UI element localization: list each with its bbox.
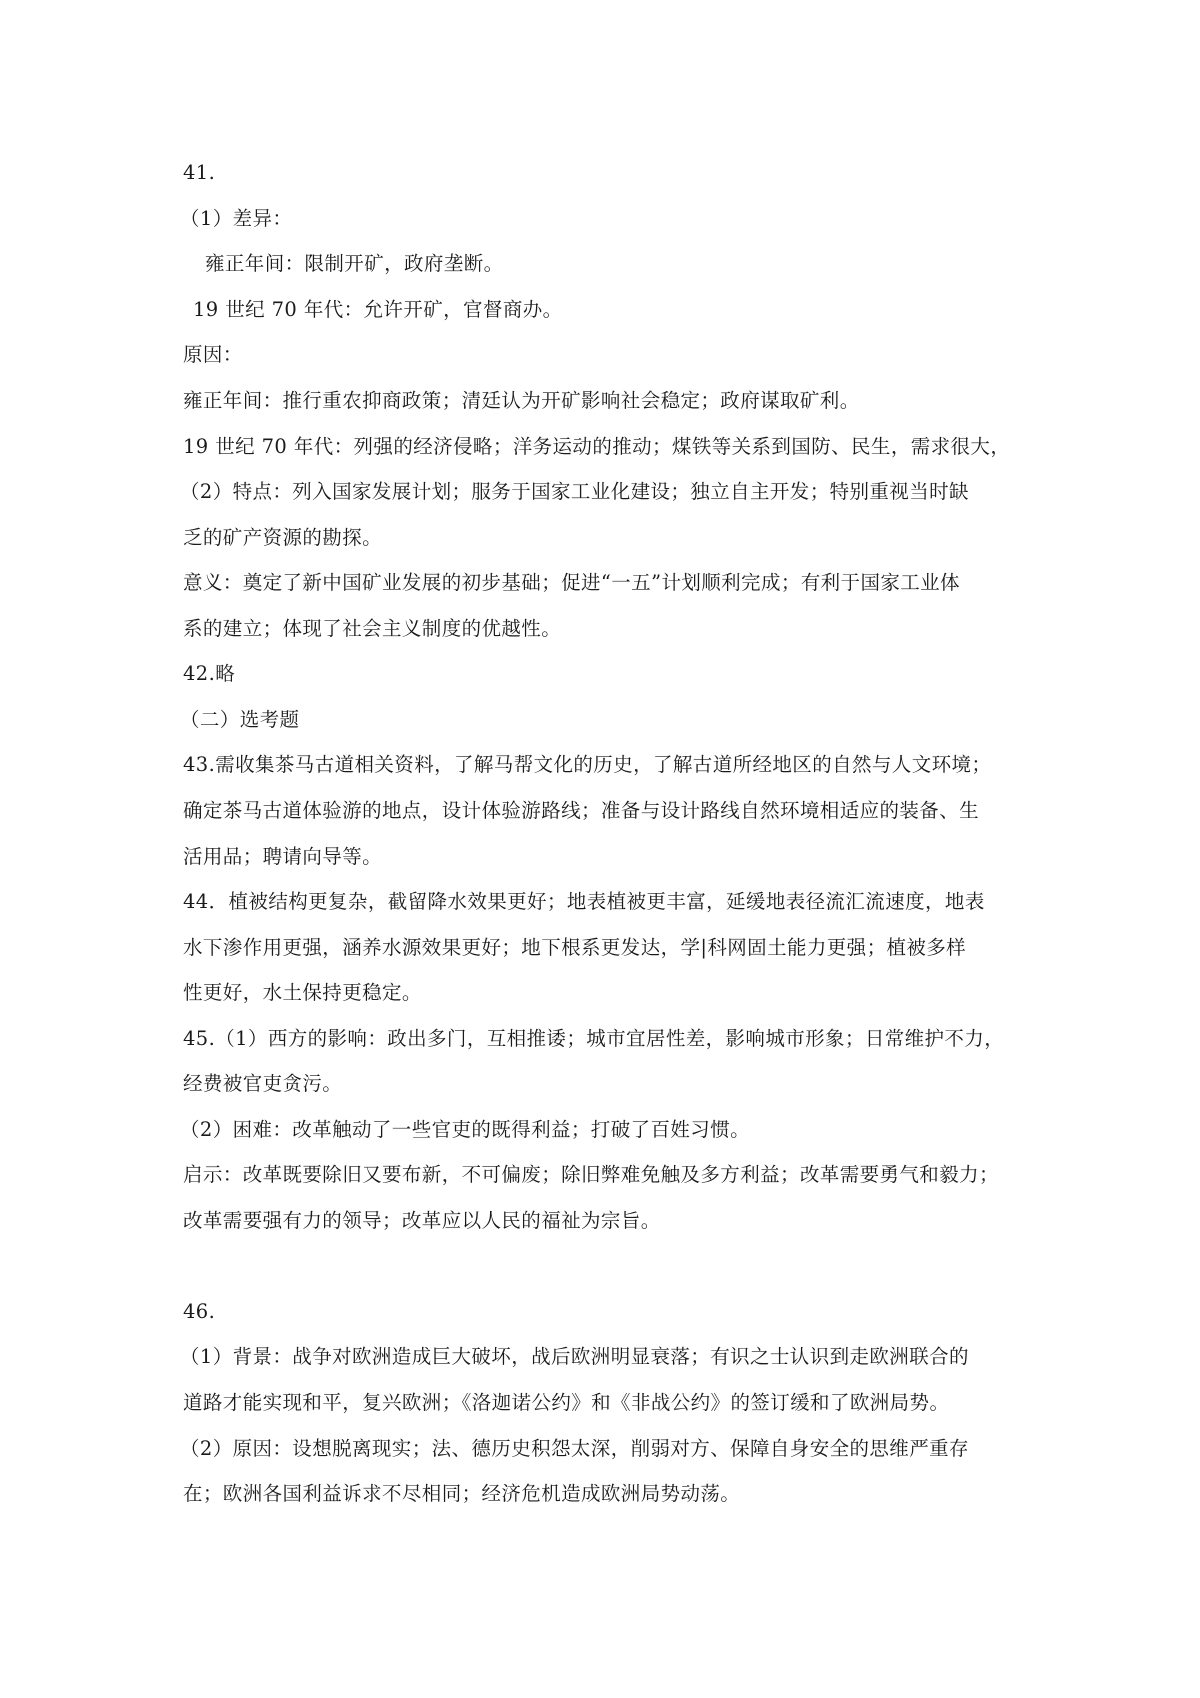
q43-answer-line2: 确定茶马古道体验游的地点，设计体验游路线；准备与设计路线自然环境相适应的装备、生 xyxy=(183,799,980,822)
q42-answer: 42.略 xyxy=(183,662,236,685)
q46-part1-line1: （1）背景：战争对欧洲造成巨大破坏，战后欧洲明显衰落；有识之士认识到走欧洲联合的 xyxy=(180,1345,969,1368)
q46-part1-line2: 道路才能实现和平，复兴欧洲；《洛迦诺公约》和《非战公约》的签订缓和了欧洲局势。 xyxy=(183,1391,950,1414)
q46-part2-line1: （2）原因：设想脱离现实；法、德历史积怨太深，削弱对方、保障自身安全的思维严重存 xyxy=(180,1437,969,1460)
q41-yongzheng-difference: 雍正年间：限制开矿，政府垄断。 xyxy=(205,252,504,275)
q41-significance-cont: 系的建立；体现了社会主义制度的优越性。 xyxy=(183,617,562,640)
q45-inspiration-line2: 改革需要强有力的领导；改革应以人民的福祉为宗旨。 xyxy=(183,1209,661,1232)
q45-part2-difficulty: （2）困难：改革触动了一些官吏的既得利益；打破了百姓习惯。 xyxy=(180,1118,751,1141)
q41-part1-heading: （1）差异： xyxy=(180,207,293,230)
q46-number: 46. xyxy=(183,1300,216,1323)
q41-1870s-difference: 19 世纪 70 年代：允许开矿，官督商办。 xyxy=(193,298,563,321)
q45-part1-line1: 45.（1）西方的影响：政出多门，互相推诿；城市宜居性差，影响城市形象；日常维护不力， xyxy=(183,1027,1005,1050)
q45-inspiration-line1: 启示：改革既要除旧又要布新，不可偏废；除旧弊难免触及多方利益；改革需要勇气和毅力； xyxy=(183,1163,999,1186)
q41-reason-heading: 原因： xyxy=(183,343,243,366)
q44-answer-line3: 性更好，水土保持更稳定。 xyxy=(183,981,422,1004)
q41-part2-features: （2）特点：列入国家发展计划；服务于国家工业化建设；独立自主开发；特别重视当时缺 xyxy=(180,480,969,503)
q41-number: 41. xyxy=(183,161,216,184)
q41-1870s-reason: 19 世纪 70 年代：列强的经济侵略；洋务运动的推动；煤铁等关系到国防、民生，需求很大， xyxy=(183,435,1011,458)
q44-answer-line1: 44．植被结构更复杂，截留降水效果更好；地表植被更丰富，延缓地表径流汇流速度，地表 xyxy=(183,890,985,913)
elective-section-heading: （二）选考题 xyxy=(180,708,300,731)
q43-answer-line1: 43.需收集茶马古道相关资料，了解马帮文化的历史，了解古道所经地区的自然与人文环境； xyxy=(183,753,992,776)
q41-significance: 意义：奠定了新中国矿业发展的初步基础；促进“一五”计划顺利完成；有利于国家工业体 xyxy=(183,571,960,594)
q41-part2-features-cont: 乏的矿产资源的勘探。 xyxy=(183,526,383,549)
q43-answer-line3: 活用品；聘请向导等。 xyxy=(183,845,383,868)
q41-yongzheng-reason: 雍正年间：推行重农抑商政策；清廷认为开矿影响社会稳定；政府谋取矿利。 xyxy=(183,389,860,412)
q45-part1-line2: 经费被官吏贪污。 xyxy=(183,1072,343,1095)
q46-part2-line2: 在；欧洲各国利益诉求不尽相同；经济危机造成欧洲局势动荡。 xyxy=(183,1482,741,1505)
q44-answer-line2: 水下渗作用更强，涵养水源效果更好；地下根系更发达，学|科网固土能力更强；植被多样 xyxy=(183,936,967,959)
